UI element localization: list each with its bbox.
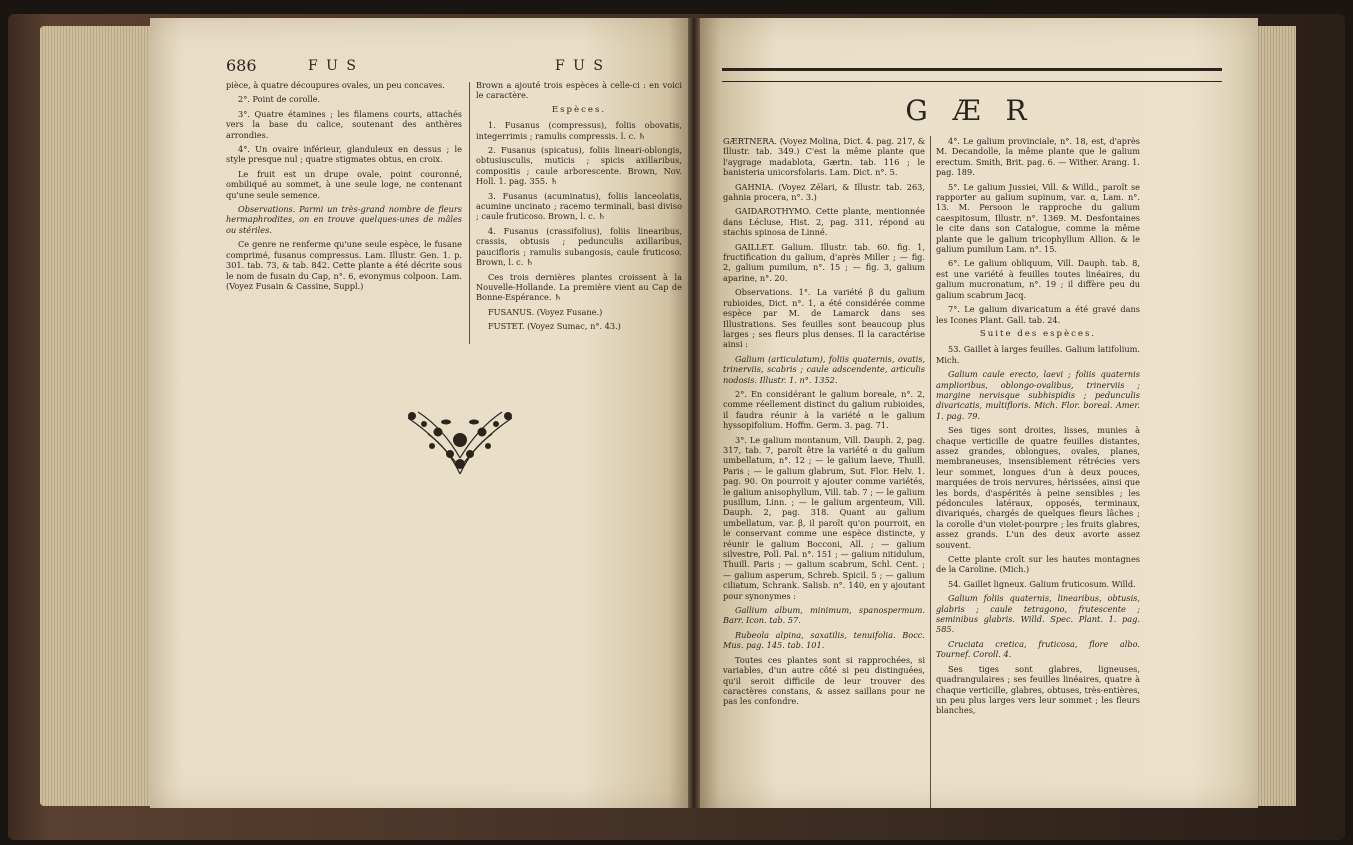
- page-title: G Æ R: [905, 94, 1035, 127]
- paragraph: 2°. En considérant le galium boreale, n°. 2, comme réellement distinct du galium rubioides, il faudra réunir à la variété α le galium hyssopifolium. Hoffm. Germ. 3. pag. 71.: [723, 388, 925, 431]
- species-entry: 2. Fusanus (spicatus), foliis lineari-oblongis, obtusiusculis, muticis ; spicis axillaribus, compositis ; caule arborescente. Brown, Nov. Holl. 1. pag. 355. ♄: [476, 145, 682, 187]
- entry: GAHNIA. (Voyez Zélari, & Illustr. tab. 263, gahnia procera, n°. 3.): [723, 181, 925, 203]
- diagnosis: Galium caule erecto, laevi ; foliis quaternis amplioribus, oblongo-ovalibus, trinerviis ; margine nervisque subhispidis ; pedunculis divaricatis, multifloris. Mich. Flor. boreal. Amer. 1. pag. 79.: [936, 369, 1140, 421]
- section-heading: Espèces.: [551, 104, 607, 115]
- paragraph: pièce, à quatre découpures ovales, un peu concaves.: [226, 80, 445, 90]
- species-entry: 1. Fusanus (compressus), foliis obovatis, integerrimis ; ramulis compressis. l. c. ♄: [476, 120, 682, 141]
- paragraph: Brown a ajouté trois espèces à celle-ci : en voici le caractère.: [476, 80, 682, 101]
- synonym: Cruciata cretica, fruticosa, flore albo. Tournef. Coroll. 4.: [936, 638, 1140, 660]
- description: Ses tiges sont droites, lisses, munies à chaque verticille de quatre feuilles distantes, assez grandes, oblongues, ovales, planes, membraneuses, insensiblement rétrécies vers leur sommet, longues d'un à deux pouces, marquées de trois nervures, hérissées, ainsi que les bords, d'aspérités à peine sensibles ; les pédoncules latéraux, opposés, terminaux, divariqués, chargés de quelques fleurs lâches ; la corolle d'un violet-pourpre ; les fruits glabres, assez grands. L'un des deux avorte assez souvent.: [936, 425, 1140, 550]
- header-rule: [722, 68, 1222, 82]
- paragraph: 5°. Le galium Jussiei, Vill. & Willd., paroît se rapporter au galium supinum, var. α, Lam. n°. 13. M. Persoon le rapproche du galium caespitosum, Illustr. n°. 1369. M. Desfontaines le cite dans son Catalogue, comme la même plante que le galium tricophyllum Allion. & le galium pumilum Lam. n°. 15.: [936, 181, 1140, 255]
- floral-vignette-icon: [398, 398, 522, 478]
- entry: GAILLET. Galium. Illustr. tab. 60. fig. 1, fructification du galium, d'après Miller ; — fig. 2, galium pumilum, n°. 15 ; — fig. 3, galium aparine, n°. 20.: [723, 241, 925, 283]
- cross-reference: FUSTET. (Voyez Sumac, n°. 43.): [488, 321, 621, 332]
- paragraph: 2°. Point de corolle.: [238, 94, 321, 105]
- paragraph: Ces trois dernières plantes croissent à la Nouvelle-Hollande. La première vient au Cap de Bonne-Espérance. ♄: [476, 271, 682, 303]
- paragraph: 4°. Un ovaire inférieur, glanduleux en dessus ; le style presque nul ; quatre stigmates obtus, en croix.: [226, 144, 462, 165]
- section-heading: Suite des espèces.: [979, 328, 1097, 339]
- diagnosis: Galium foliis quaternis, linearibus, obtusis, glabris ; caule tetragono, frutescente ; seminibus glabris. Willd. Spec. Plant. 1. pag. 585.: [936, 593, 1140, 635]
- paragraph: Observations. Parmi un très-grand nombre de fleurs hermaphrodites, on en trouve quelques-unes de mâles ou stériles.: [226, 204, 462, 235]
- cross-reference: FUSANUS. (Voyez Fusane.): [488, 306, 603, 317]
- paragraph: Cette plante croît sur les hautes montagnes de la Caroline. (Mich.): [936, 554, 1140, 575]
- paragraph: Galium (articulatum), foliis quaternis, ovatis, trinerviis, scabris ; caule adscendente, articulis nodosis. Illustr. 1. n°. 1352.: [723, 353, 925, 385]
- paragraph: Ce genre ne renferme qu'une seule espèce, le fusane comprimé, fusanus compressus. Lam. Illustr. Gen. 1. p. 301. tab. 73, & tab. 842. Cette plante a été décrite sous le nom de fusain du Cap, n°. 6, evonymus colpoon. Lam. (Voyez Fusain & Cassine, Suppl.): [226, 239, 462, 291]
- species-entry: 53. Gaillet à larges feuilles. Galium latifolium. Mich.: [936, 344, 1140, 365]
- page-edges-left: [40, 26, 152, 806]
- page-edges-right: [1256, 26, 1296, 806]
- running-head-left: F U S: [308, 58, 359, 74]
- paragraph: 6°. Le galium obliquum, Vill. Dauph. tab. 8, est une variété à feuilles toutes linéaires, du galium mucronatum, n°. 19 ; il diffère peu du galium scabrum Jacq.: [936, 258, 1140, 300]
- paragraph: 4°. Le galium provinciale, n°. 18, est, d'après M. Decandolle, la même plante que le galium erectum. Smith, Brit. pag. 6. — Wither. Arang. 1. pag. 189.: [936, 136, 1140, 178]
- species-entry: 4. Fusanus (crassifolius), foliis linearibus, crassis, obtusis ; pedunculis axillaribus, paucifloris ; ramulis subangosis, caule fruticoso. Brown, l. c. ♄: [476, 225, 682, 268]
- entry: GÆRTNERA. (Voyez Molina, Dict. 4. pag. 217, & Illustr. tab. 349.) C'est la même plante que l'aygrage madablota, Gærtn. tab. 116 ; le banisteria unicorsfolaris. Lam. Dict. n°. 5.: [723, 136, 925, 178]
- right-column-2: [936, 136, 1140, 720]
- description: Ses tiges sont glabres, ligneuses, quadrangulaires ; ses feuilles linéaires, quatre à chaque verticille, glabres, obtuses, très-entières, un peu plus larges vers leur sommet ; les fleurs blanches,: [936, 663, 1140, 716]
- paragraph: Toutes ces plantes sont si rapprochées, si variables, d'un autre côté si peu distinguées, qu'il seroit difficile de leur trouver des caractères constans, & assez saillans pour ne pas les confondre.: [723, 654, 925, 707]
- column-rule: [930, 136, 931, 808]
- species-entry: 3. Fusanus (acuminatus), foliis lanceolatis, acumine uncinato ; racemo terminali, basi diviso ; caule fruticoso. Brown, l. c. ♄: [476, 190, 682, 222]
- paragraph: Observations. 1°. La variété β du galium rubioides, Dict. n°. 1, a été considérée comme espèce par M. de Lamarck dans ses Illustrations. Ses feuilles sont beaucoup plus larges ; ses fleurs plus denses. Il la caractérise ainsi :: [723, 287, 925, 350]
- book-gutter: [688, 18, 700, 808]
- synonym: Gallium album, minimum, spanospermum. Barr. Icon. tab. 57.: [723, 605, 925, 626]
- paragraph: 7°. Le galium divaricatum a été gravé dans les Icones Plant. Gall. tab. 24.: [936, 304, 1140, 325]
- column-rule: [469, 82, 470, 344]
- species-entry: 54. Gaillet ligneux. Galium fruticosum. Willd.: [948, 578, 1136, 589]
- running-head-right: F U S: [555, 58, 606, 74]
- paragraph: Le fruit est un drupe ovale, point couronné, ombiliqué au sommet, à une seule loge, ne contenant qu'une seule semence.: [226, 168, 462, 200]
- paragraph: 3°. Quatre étamines ; les filamens courts, attachés vers la base du calice, soutenant des anthères arrondies.: [226, 108, 462, 140]
- left-column-1: [226, 80, 462, 295]
- left-column-2: [476, 80, 682, 336]
- paragraph: 3°. Le galium montanum, Vill. Dauph. 2, pag. 317, tab. 7, paroît être la variété α du galium umbellatum, n°. 12 ; — le galium laeve, Thuill. Paris ; — le galium glabrum, Sut. Flor. Helv. 1. pag. 90. On pourroit y ajouter comme variétés, le galium anisophyllum, Vill. tab. 7 ; — le galium pusillum, Linn. ; — le galium argenteum, Vill. Dauph. 2, pag. 318. Quant au galium umbellatum, var. β, il paroît qu'on pourroit, en le conservant comme une espèce distincte, y réunir le galium Bocconi, All. ; — galium silvestre, Poll. Pal. n°. 151 ; — galium nitidulum, Thuill. Paris ; — galium scabrum, Schl. Cent. ; — galium asperum, Schreb. Spicil. 5 ; — galium ciliatum, Schrank. Salisb. n°. 140, en y ajoutant pour synonymes :: [723, 434, 925, 601]
- right-column-1: [723, 136, 925, 711]
- page-number: 686: [226, 56, 257, 75]
- entry: GAIDAROTHYMO. Cette plante, mentionnée dans Lécluse, Hist. 2, pag. 311, répond au stachis spinosa de Linné.: [723, 206, 925, 238]
- synonym: Rubeola alpina, saxatilis, tenuifolia. Bocc. Mus. pag. 145. tab. 101.: [723, 629, 925, 651]
